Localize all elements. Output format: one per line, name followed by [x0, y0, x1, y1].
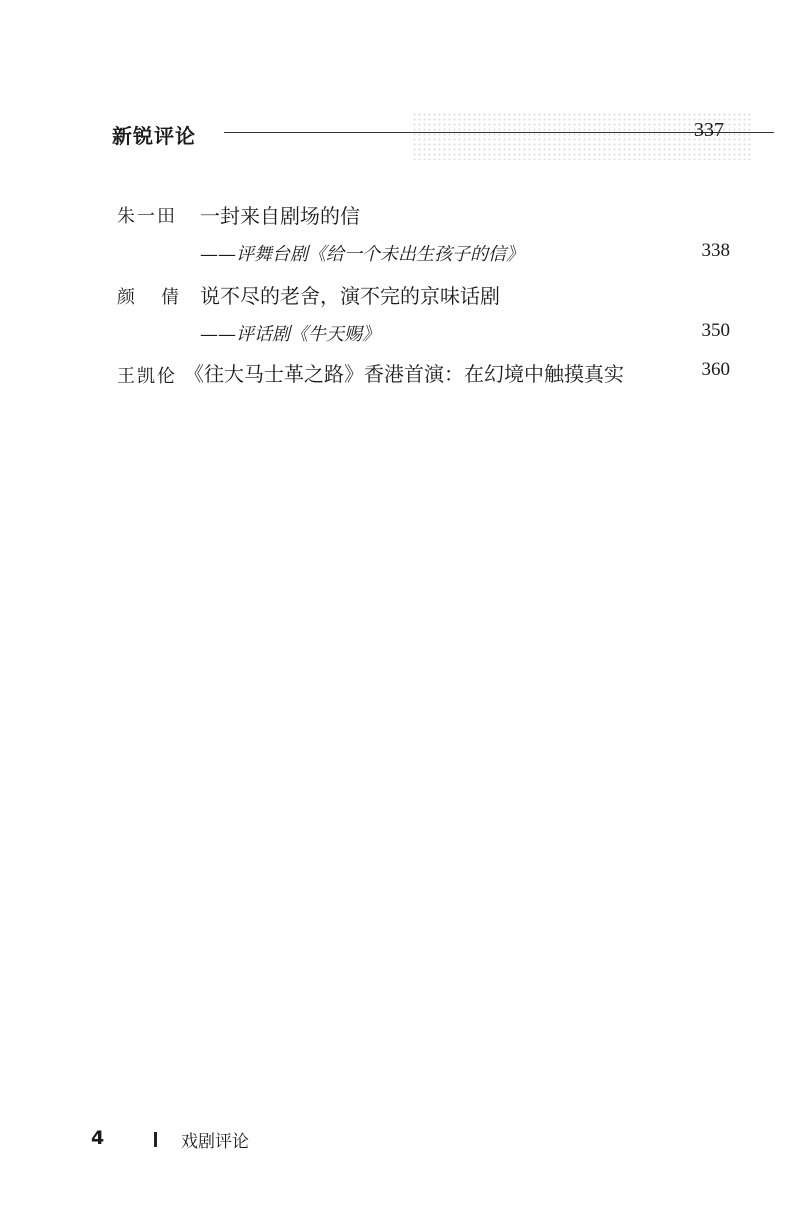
entry-author: 颜倩: [117, 287, 205, 308]
entry-title[interactable]: 说不尽的老舍，演不完的京味话剧: [200, 284, 500, 308]
entry-subtitle: ——评舞台剧《给一个未出生孩子的信》: [200, 244, 524, 265]
entry-page-number: 360: [701, 359, 730, 380]
footer-divider: [154, 1132, 157, 1147]
section-heading: [112, 112, 752, 160]
entry-title[interactable]: 《往大马士革之路》香港首演：在幻境中触摸真实: [184, 362, 624, 386]
section-rule: [224, 132, 774, 133]
footer-book-title: 戏剧评论: [181, 1132, 249, 1152]
entry-title[interactable]: 一封来自剧场的信: [200, 204, 360, 228]
entry-subtitle: ——评话剧《牛天赐》: [200, 324, 380, 345]
footer-page-number: 4: [91, 1127, 105, 1149]
entry-author: 王凯伦: [117, 366, 177, 387]
section-title: 新锐评论: [112, 124, 196, 148]
entry-page-number: 338: [701, 240, 730, 261]
entry-author: 朱一田: [117, 206, 177, 227]
entry-page-number: 350: [701, 320, 730, 341]
section-page-number: 337: [694, 119, 724, 141]
